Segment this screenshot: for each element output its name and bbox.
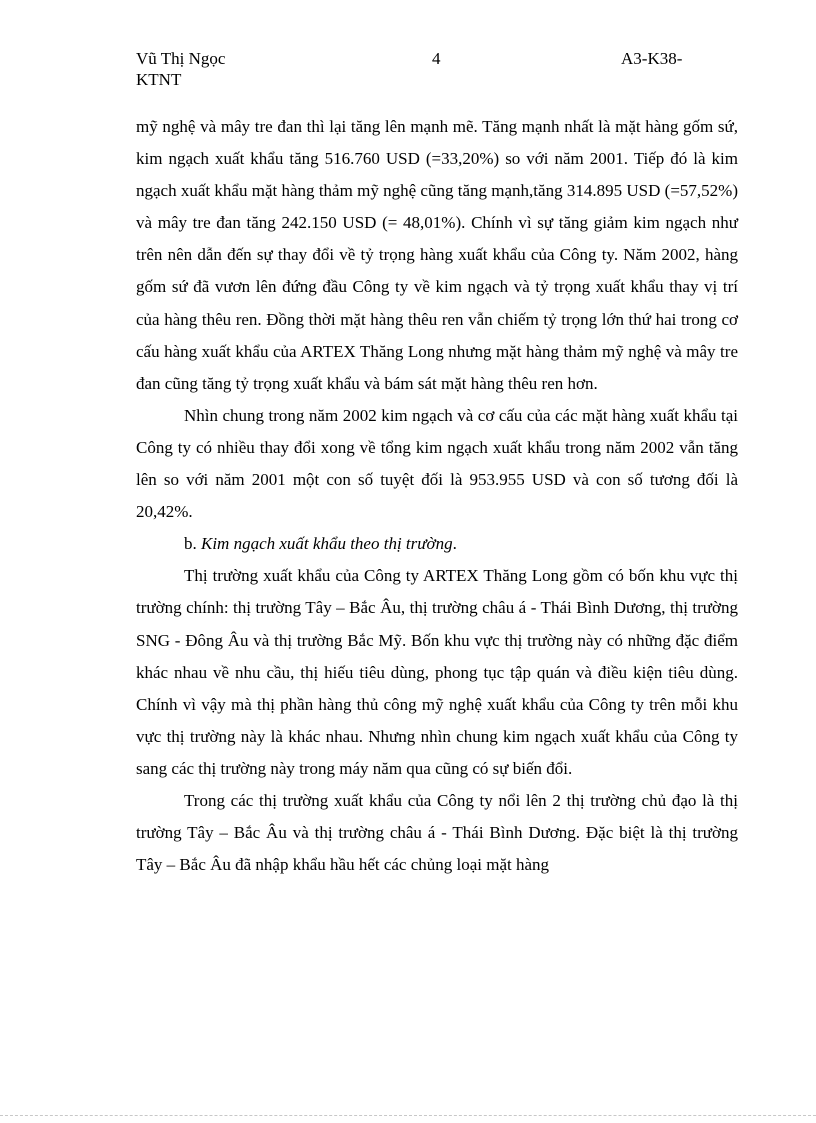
page-header	[136, 48, 696, 92]
paragraph-main-markets: Trong các thị trường xuất khẩu của Công ty nổi lên 2 thị trường chủ đạo là thị trường Tây – Bắc Âu và thị trường châu á - Thái Bình Dương. Đặc biệt là thị trường Tây – Bắc Âu đã nhập khẩu hầu hết các chủng loại mặt hàng	[136, 790, 738, 875]
section-marker: b.	[184, 534, 201, 554]
header-page-number: 4	[432, 49, 441, 68]
page-bottom-rule	[0, 1115, 816, 1116]
header-author: Vũ Thị Ngọc	[136, 49, 226, 68]
section-heading	[136, 528, 738, 560]
section-end: .	[452, 534, 457, 554]
paragraph-markets: Thị trường xuất khẩu của Công ty ARTEX Thăng Long gồm có bốn khu vực thị trường chính: thị trường Tây – Bắc Âu, thị trường châu á - Thái Bình Dương, thị trường SNG - Đông Âu và thị trường Bắc Mỹ. Bốn khu vực thị trường này có những đặc điểm khác nhau về nhu cầu, thị hiếu tiêu dùng, phong tục tập quán và điều kiện tiêu dùng. Chính vì vậy mà thị phần hàng thủ công mỹ nghệ xuất khẩu của Công ty trên mỗi khu vực thị trường này là khác nhau. Nhưng nhìn chung kim ngạch xuất khẩu của Công ty sang các thị trường này trong máy năm qua cũng có sự biến đổi.	[136, 566, 738, 778]
section-title: Kim ngạch xuất khẩu theo thị trường	[201, 534, 453, 554]
header-course: KTNT	[136, 70, 182, 89]
paragraph-summary: Nhìn chung trong năm 2002 kim ngạch và cơ cấu của các mặt hàng xuất khẩu tại Công ty có nhiều thay đổi xong về tổng kim ngạch xuất khẩu trong năm 2002 vẫn tăng lên so với năm 2001 một con số tuyệt đối là 953.955 USD và con số tương đối là 20,42%.	[136, 405, 738, 522]
header-class-code: A3-K38-	[621, 49, 683, 68]
paragraph-continuation: mỹ nghệ và mây tre đan thì lại tăng lên mạnh mẽ. Tăng mạnh nhất là mặt hàng gốm sứ, kim ngạch xuất khẩu tăng 516.760 USD (=33,20%) so với năm 2001. Tiếp đó là kim ngạch xuất khẩu mặt hàng thảm mỹ nghệ cũng tăng mạnh,tăng 314.895 USD (=57,52%) và mây tre đan tăng 242.150 USD (= 48,01%). Chính vì sự tăng giảm kim ngạch như trên nên dẫn đến sự thay đổi về tỷ trọng hàng xuất khẩu của Công ty. Năm 2002, hàng gốm sứ đã vươn lên đứng đầu Công ty về kim ngạch và tỷ trọng xuất khẩu thay vị trí của hàng thêu ren. Đồng thời mặt hàng thêu ren vẫn chiếm tỷ trọng lớn thứ hai trong cơ cấu hàng xuất khẩu của ARTEX Thăng Long nhưng mặt hàng thảm mỹ nghệ và mây tre đan cũng tăng tỷ trọng xuất khẩu và bám sát mặt hàng thêu ren hơn.	[136, 117, 738, 393]
document-body	[136, 111, 738, 881]
header-author-block	[136, 48, 276, 90]
